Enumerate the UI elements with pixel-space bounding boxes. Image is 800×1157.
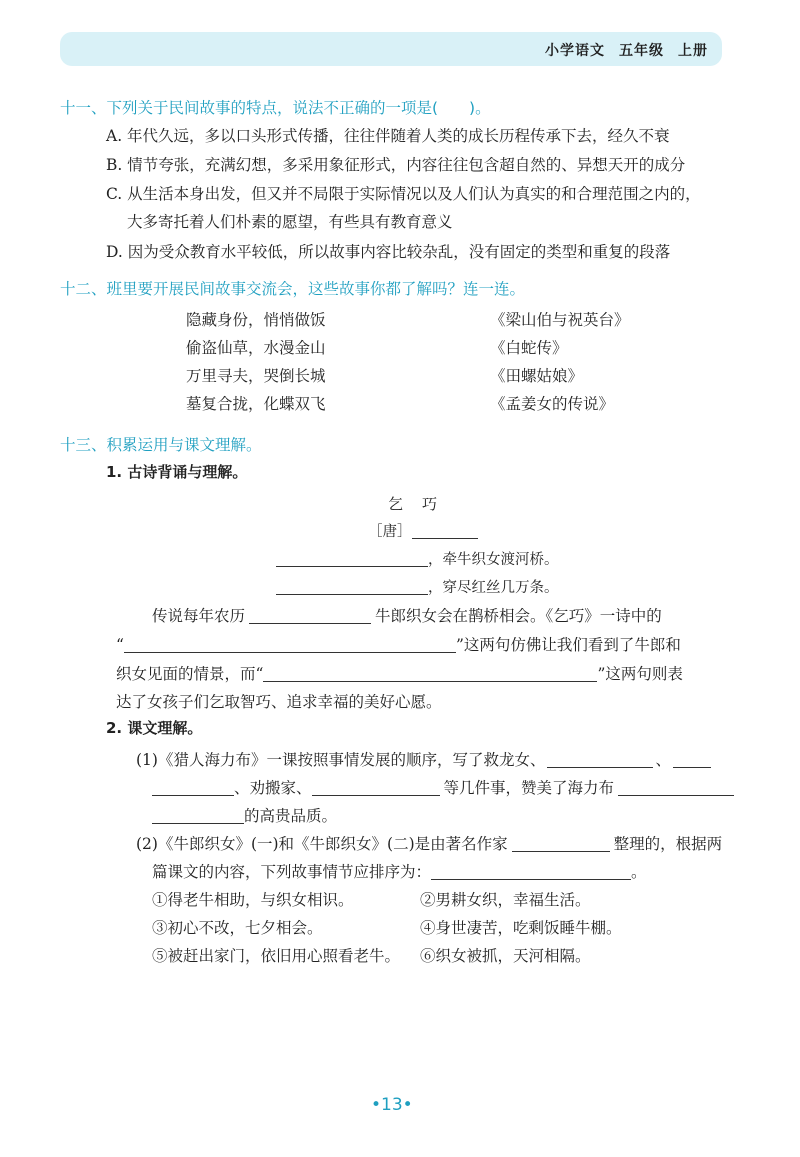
header-volume: 上册 [678,43,708,59]
plot-item-5: ⑤被赶出家门，依旧用心照看老牛。 [152,947,401,965]
page-number: •13• [371,1095,413,1115]
poem-para-3 [116,662,683,684]
p2-text-a: “ [116,636,124,654]
poem-para-1 [152,604,662,626]
s3-text: 的高贵品质。 [244,807,338,825]
sub2-line-2 [152,776,734,798]
p1-text-a: 传说每年农历 [152,607,246,625]
header-text [531,40,708,60]
plot-item-6: ⑥织女被抓，天河相隔。 [420,947,591,965]
q13-sub2: 2. 课文理解。 [106,719,203,737]
q13-sub1: 1. 古诗背诵与理解。 [106,463,248,481]
sub2-line-3 [152,804,337,826]
s2-blank-3[interactable] [618,779,734,796]
q11-option-a: A. 年代久远，多以口头形式传播，往往伴随着人类的成长历程传承下去，经久不衰 [106,127,670,145]
poem-line1-blank[interactable] [276,550,428,567]
s5-blank[interactable] [431,863,631,880]
s4-blank[interactable] [512,835,610,852]
s5-text-a: 篇课文的内容，下列故事情节应排序为： [152,863,432,881]
header-grade: 五年级 [619,43,664,59]
s1-blank-2[interactable] [673,751,711,768]
s2-blank-2[interactable] [312,779,440,796]
q12-title: 十二、班里要开展民间故事交流会，这些故事你都了解吗？连一连。 [60,280,526,298]
s1-blank-1[interactable] [547,751,653,768]
poem-author-blank[interactable] [412,522,478,539]
poem-line2-text: ，穿尽红丝几万条。 [428,580,559,596]
sub2-line-5 [152,860,647,882]
s2-text-b: 等几件事，赞美了海力布 [443,779,615,797]
s3-blank[interactable] [152,807,244,824]
poem-dynasty: ［唐］ [368,524,412,540]
poem-para-2 [116,633,681,655]
plot-item-2: ②男耕女织，幸福生活。 [420,891,591,909]
q11-option-d: D. 因为受众教育水平较低，所以故事内容比较杂乱，没有固定的类型和重复的段落 [106,243,671,261]
q12-right-4: 《孟姜女的传说》 [490,395,615,413]
s2-text-a: 、劝搬家、 [234,779,312,797]
q11-option-c: C. 从生活本身出发，但又并不局限于实际情况以及人们认为真实的和合理范围之内的， [106,185,701,203]
plot-item-4: ④身世凄苦，吃剩饭睡牛棚。 [420,919,622,937]
q12-left-2: 偷盗仙草，水漫金山 [186,339,326,357]
header-subject: 小学语文 [545,43,605,59]
q12-right-2: 《白蛇传》 [490,339,568,357]
sub2-line-4 [136,832,722,854]
plot-item-1: ①得老牛相助，与织女相识。 [152,891,354,909]
q12-left-3: 万里寻夫，哭倒长城 [186,367,326,385]
s1-text-b: 、 [655,751,671,769]
q11-option-b: B. 情节夸张，充满幻想，多采用象征形式，内容往往包含超自然的、异想天开的成分 [106,156,686,174]
p1-blank[interactable] [249,607,371,624]
p3-text-a: 织女见面的情景，而“ [116,665,264,683]
p1-text-b: 牛郎织女会在鹊桥相会。《乞巧》一诗中的 [375,607,662,625]
poem-para-4: 达了女孩子们乞取智巧、追求幸福的美好心愿。 [116,693,442,711]
q12-left-4: 墓复合拢，化蝶双飞 [186,395,326,413]
poem-author-line [368,520,478,541]
poem-line1-text: ，牵牛织女渡河桥。 [428,552,559,568]
plot-item-3: ③初心不改，七夕相会。 [152,919,323,937]
q11-title: 十一、下列关于民间故事的特点，说法不正确的一项是( )。 [60,99,491,117]
s4-text-a: (2)《牛郎织女》(一)和《牛郎织女》(二)是由著名作家 [136,835,508,853]
s2-blank-1[interactable] [152,779,234,796]
s5-text-b: 。 [631,863,647,881]
sub2-line-1 [136,748,711,770]
p3-blank[interactable] [263,665,597,682]
p2-blank[interactable] [124,636,456,653]
poem-line2-blank[interactable] [276,578,428,595]
q11-option-c-cont: 大多寄托着人们朴素的愿望，有些具有教育意义 [127,213,453,231]
p2-text-b: ”这两句仿佛让我们看到了牛郎和 [455,636,681,654]
s4-text-b: 整理的，根据两 [613,835,723,853]
q13-title: 十三、积累运用与课文理解。 [60,436,262,454]
q12-right-3: 《田螺姑娘》 [490,367,584,385]
poem-title: 乞 巧 [388,495,440,513]
s1-text-a: (1)《猎人海力布》一课按照事情发展的顺序，写了救龙女、 [136,751,546,769]
poem-line-2 [276,576,559,597]
q12-left-1: 隐藏身份，悄悄做饭 [186,311,326,329]
q12-right-1: 《梁山伯与祝英台》 [490,311,630,329]
p3-text-b: ”这两句则表 [597,665,683,683]
poem-line-1 [276,548,559,569]
header-bar [60,32,722,66]
